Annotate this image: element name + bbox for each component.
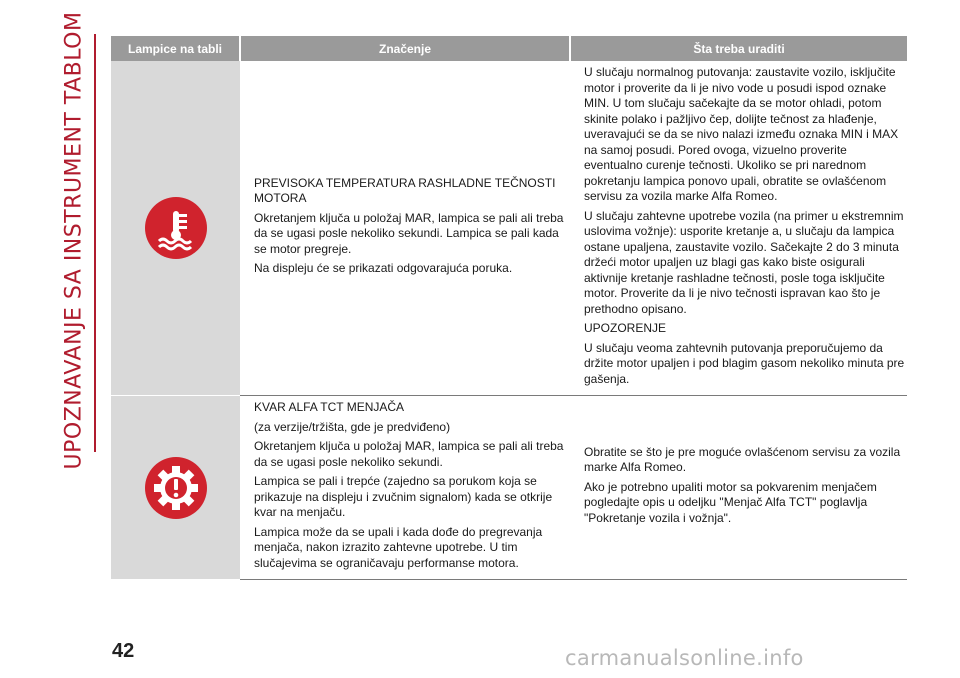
meaning-cell (240, 396, 570, 580)
icon-cell (111, 396, 240, 580)
action-cell (570, 61, 907, 396)
warning-lights-table (111, 36, 907, 580)
icon-cell (111, 61, 240, 396)
gearbox-failure-icon (145, 457, 207, 519)
header-lights: Lampice na tabli (111, 36, 240, 61)
side-chapter-title (54, 11, 94, 469)
action-text: Ako je potrebno upaliti motor sa pokvarenim menjačem pogledajte opis u odeljku "Menjač Alfa TCT" poglavlja "Pokretanje vozila i vožnja". (584, 479, 877, 525)
meaning-text: (za verzije/tržišta, gde je predviđeno) (254, 419, 451, 434)
action-text: U slučaju veoma zahtevnih putovanja preporučujemo da držite motor upaljen i pod blagim gasom nekoliko minuta pre gašenja. (584, 340, 905, 386)
action-text: Obratite se što je pre moguće ovlašćenom servisu za vozila marke Alfa Romeo. (584, 444, 901, 475)
watermark: carmanualsonline.info (565, 646, 804, 670)
side-divider (94, 34, 96, 452)
table-row (111, 396, 907, 580)
warning-label: UPOZORENJE (584, 321, 667, 335)
meaning-title: KVAR ALFA TCT MENJAČA (254, 400, 405, 414)
meaning-text: Na displeju će se prikazati odgovarajuća poruka. (254, 261, 513, 275)
header-action: Šta treba uraditi (570, 36, 907, 61)
table-header-row (111, 36, 907, 61)
meaning-text: Okretanjem ključa u položaj MAR, lampica se pali ali treba da se ugasi posle nekoliko sekundi. Lampica se pali kada se motor pregreje. (254, 210, 564, 256)
side-chapter-title-text: UPOZNAVANJE SA INSTRUMENT TABLOM (61, 11, 87, 469)
action-text: U slučaju normalnog putovanja: zaustavite vozilo, isključite motor i proverite da li je nivo vode u posudi ispod oznake MIN. U tom slučaju sačekajte da se motor ohladi, potom skinite polako i pažljivo čep, dolijte tečnost za hlađenje, uveravajući se da se nivo nalazi između oznaka MIN i MAX na samoj posudi. Pored ovoga, vizuelno proverite eventualno curenje tečnosti. Ukoliko se pri narednom pokretanju lampica ponovo upali, obratite se ovlašćenom servisu za vozila marke Alfa Romeo. (584, 65, 899, 203)
meaning-text: Lampica se pali i trepće (zajedno sa porukom koja se prikazuje na displeju i zvučnim signalom) kada se otkrije kvar na menjaču. (254, 474, 553, 519)
header-meaning: Značenje (240, 36, 570, 61)
action-text: U slučaju zahtevne upotrebe vozila (na primer u ekstremnim uslovima vožnje): usporite kretanje a, u slučaju da lampica ostane upaljena, zaustavite vozilo. Sačekajte 2 do 3 minuta držeći motor upaljen uz blagi gas kako biste osigurali aktivnije kretanje rashladne tečnosti, posle toga isključite motor. Proverite da li je nivo tečnosti ispravan kao što je prethodno opisano. (584, 208, 904, 316)
meaning-title: PREVISOKA TEMPERATURA RASHLADNE TEČNOSTI MOTORA (254, 175, 556, 205)
page-number: 42 (112, 640, 135, 662)
meaning-text: Lampica može da se upali i kada dođe do pregrevanja menjača, nakon izrazito zahtevne upotrebe. U tim slučajevima se ograničavaju performanse motora. (254, 524, 543, 570)
coolant-temperature-icon (145, 197, 207, 259)
action-cell (570, 396, 907, 580)
table-row (111, 61, 907, 396)
meaning-text: Okretanjem ključa u položaj MAR, lampica se pali ali treba da se ugasi posle nekoliko sekundi. (254, 439, 564, 469)
meaning-cell (240, 61, 570, 396)
